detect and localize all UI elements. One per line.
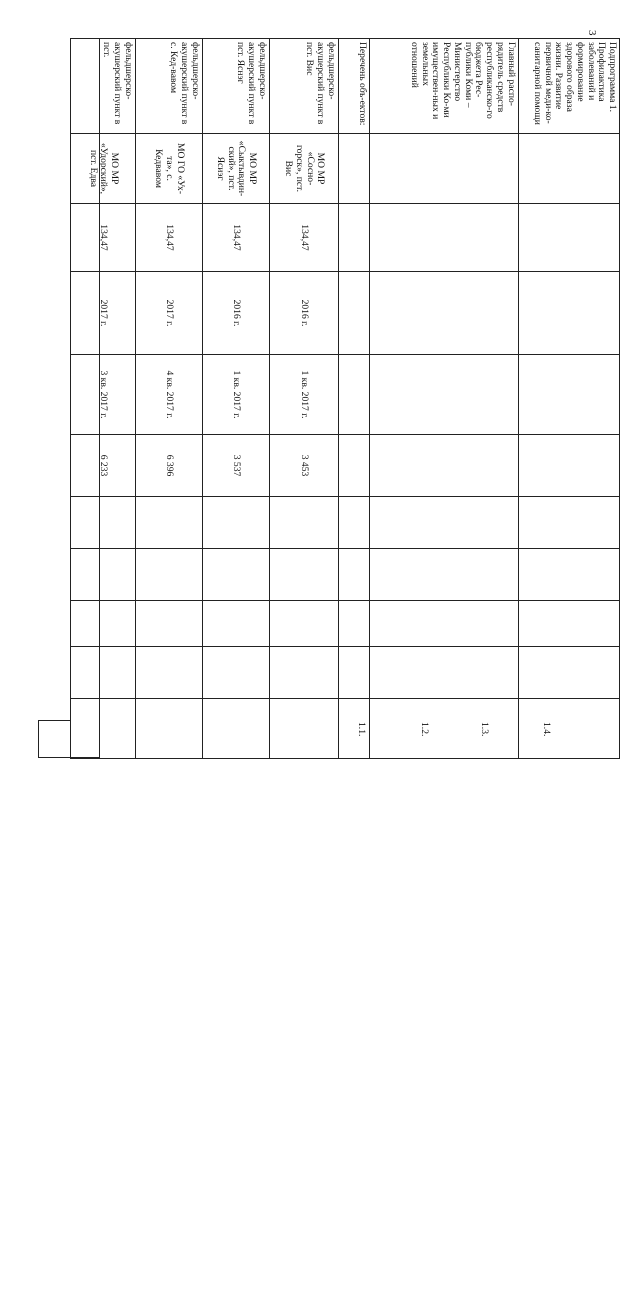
cell-area: 134,47 bbox=[202, 204, 269, 272]
cell-year: 2017 г. bbox=[71, 272, 136, 355]
cell-area: 134,47 bbox=[135, 204, 202, 272]
row-main-manager bbox=[370, 39, 518, 759]
cell-location: МО МР «Сыктывдин-ский», пст. Ясиэг bbox=[202, 134, 269, 204]
cell-main-manager: Главный распо-рядитель средств республиканско-го бюджета Рес-публики Коми – Министерство Республики Ко-ми имуществен-ных и земельных отношений bbox=[370, 39, 518, 134]
cell-location: МО ГО «Ух-та», с. Кедвавом bbox=[135, 134, 202, 204]
cell-area: 134,47 bbox=[71, 204, 136, 272]
cell-subprogram-title: Подпрограмма 1. Профилактика заболеваний и формирование здорового образа жизни. Развитие первичной меди-ко-санитарной помощи bbox=[518, 39, 619, 134]
cell-year: 2016 г. bbox=[202, 272, 269, 355]
cell-year: 2017 г. bbox=[135, 272, 202, 355]
cell-object-name: фельдшерско-акушерский пункт в пст. bbox=[71, 39, 136, 134]
row-number: 1.2. bbox=[419, 722, 430, 737]
cell-cost: 6 396 bbox=[135, 435, 202, 497]
cell-quarter: 1 кв. 2017 г. bbox=[269, 355, 338, 435]
cell-cost: 3 453 bbox=[269, 435, 338, 497]
cell-quarter: 1 кв. 2017 г. bbox=[202, 355, 269, 435]
row-number-column bbox=[70, 38, 100, 758]
cell-object-name: фельдшерско-акушерский пункт в пст. Яснэг bbox=[202, 39, 269, 134]
table-row bbox=[269, 39, 338, 759]
row-number: 1.3. bbox=[479, 722, 490, 737]
row-subprogram bbox=[518, 39, 619, 759]
row-objects-list bbox=[338, 39, 369, 759]
table-row bbox=[135, 39, 202, 759]
cell-quarter: 3 кв. 2017 г. bbox=[71, 355, 136, 435]
cell-quarter: 4 кв. 2017 г. bbox=[135, 355, 202, 435]
cell-objects-list: Перечень объ-ектов: bbox=[338, 39, 369, 134]
page-number: 3 bbox=[586, 30, 598, 36]
table-row bbox=[202, 39, 269, 759]
cell-object-name: фельдшерско-акушерский пункт в с. Кед-вавом bbox=[135, 39, 202, 134]
rotated-table-wrapper bbox=[70, 38, 620, 758]
row-number: 1.1. bbox=[356, 722, 367, 737]
row-numbers-strip bbox=[40, 758, 70, 1308]
objects-table bbox=[70, 38, 620, 759]
cell-year: 2016 г. bbox=[269, 272, 338, 355]
row-number: 1.4. bbox=[541, 722, 552, 737]
cell-area: 134,47 bbox=[269, 204, 338, 272]
cell-cost: 6 233 bbox=[71, 435, 136, 497]
cell-location: МО МР «Сосно-горск», пст. Вис bbox=[269, 134, 338, 204]
cell-location: МО МР «Удорский», пст. Едва bbox=[71, 134, 136, 204]
cell-object-name: фельдшерско-акушерский пункт в пст. Вис bbox=[269, 39, 338, 134]
cell-cost: 3 537 bbox=[202, 435, 269, 497]
